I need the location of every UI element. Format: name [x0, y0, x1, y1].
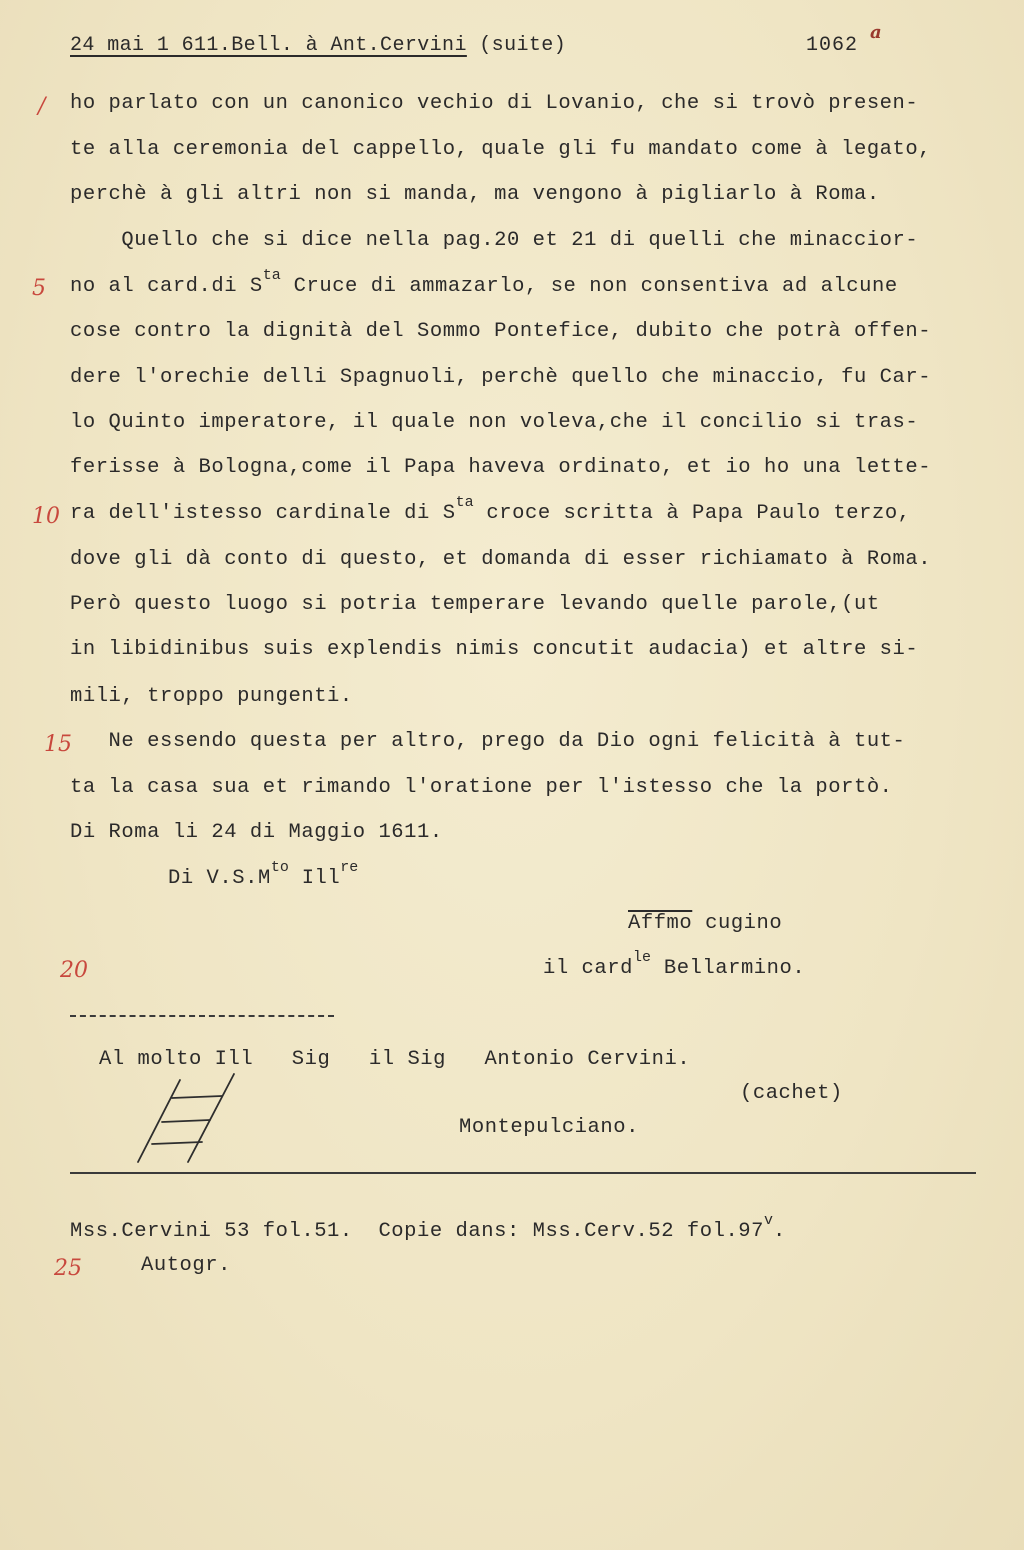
body-line-6: cose contro la dignità del Sommo Pontefice, dubito che potrà offen-	[70, 320, 932, 343]
header-suffix: (suite)	[466, 34, 567, 57]
body-line-16: ta la casa sua et rimando l'oratione per l'istesso che la portò.	[70, 776, 893, 799]
body-line-8: lo Quinto imperatore, il quale non voleva,che il concilio si tras-	[70, 411, 919, 434]
address-line: Al molto Ill Sig il Sig Antonio Cervini.	[99, 1048, 691, 1071]
body-line-15: Ne essendo questa per altro, prego da Dio ogni felicità à tut-	[70, 730, 906, 753]
body-line-2: te alla ceremonia del cappello, quale gli fu mandato come à legato,	[70, 138, 932, 161]
margin-line-5: 5	[32, 276, 46, 301]
header-title: 24 mai 1 611.Bell. à Ant.Cervini	[70, 34, 467, 57]
body-line-11: dove gli dà conto di questo, et domanda di esser richiamato à Roma.	[70, 548, 932, 571]
margin-line-20: 20	[60, 958, 88, 983]
closing-affmo: Affmo cugino	[628, 912, 783, 935]
margin-line-10: 10	[32, 504, 60, 529]
source-reference: Mss.Cervini 53 fol.51. Copie dans: Mss.Cerv.52 fol.97$^v$.	[70, 1212, 786, 1243]
autograph-note: Autogr.	[141, 1254, 231, 1277]
body-line-10: ra dell'istesso cardinale di $S^{ta}$ croce scritta à Papa Paulo terzo,	[70, 494, 911, 525]
separator-long	[70, 1172, 976, 1174]
dateline: Di Roma li 24 di Maggio 1611.	[70, 821, 443, 844]
body-line-4: Quello che si dice nella pag.20 et 21 di quelli che minaccior-	[70, 229, 919, 252]
margin-line-25: 25	[54, 1256, 82, 1281]
signature: il card$^{le}$ Bellarmino.	[543, 949, 806, 980]
body-line-9: ferisse à Bologna,come il Papa haveva ordinato, et io ho una lette-	[70, 456, 932, 479]
margin-line-15: 15	[44, 732, 72, 757]
body-line-7: dere l'orechie delli Spagnuoli, perchè quello che minaccio, fu Car-	[70, 366, 932, 389]
separator-short	[70, 1015, 334, 1017]
address-city: Montepulciano.	[459, 1116, 639, 1139]
body-line-3: perchè à gli altri non si manda, ma vengono à pigliarlo à Roma.	[70, 183, 880, 206]
margin-mark-1: /	[38, 94, 46, 119]
page-number-suffix: a	[870, 22, 882, 43]
ladder-sketch-icon	[130, 1072, 250, 1168]
body-line-5: no al card.di $S^{ta}$ Cruce di ammazarlo, se non consentiva ad alcune	[70, 267, 898, 298]
salutation: Di $V.S.M^{to}$ Ill$^{re}$	[168, 859, 359, 890]
body-line-14: mili, troppo pungenti.	[70, 685, 353, 708]
document-header	[70, 34, 566, 57]
body-line-12: Però questo luogo si potria temperare levando quelle parole,(ut	[70, 593, 880, 616]
body-line-1: ho parlato con un canonico vechio di Lovanio, che si trovò presen-	[70, 92, 919, 115]
cachet-note: (cachet)	[740, 1082, 843, 1105]
body-line-13: in libidinibus suis explendis nimis concutit audacia) et altre si-	[70, 638, 919, 661]
page-number: 1062	[806, 34, 859, 57]
